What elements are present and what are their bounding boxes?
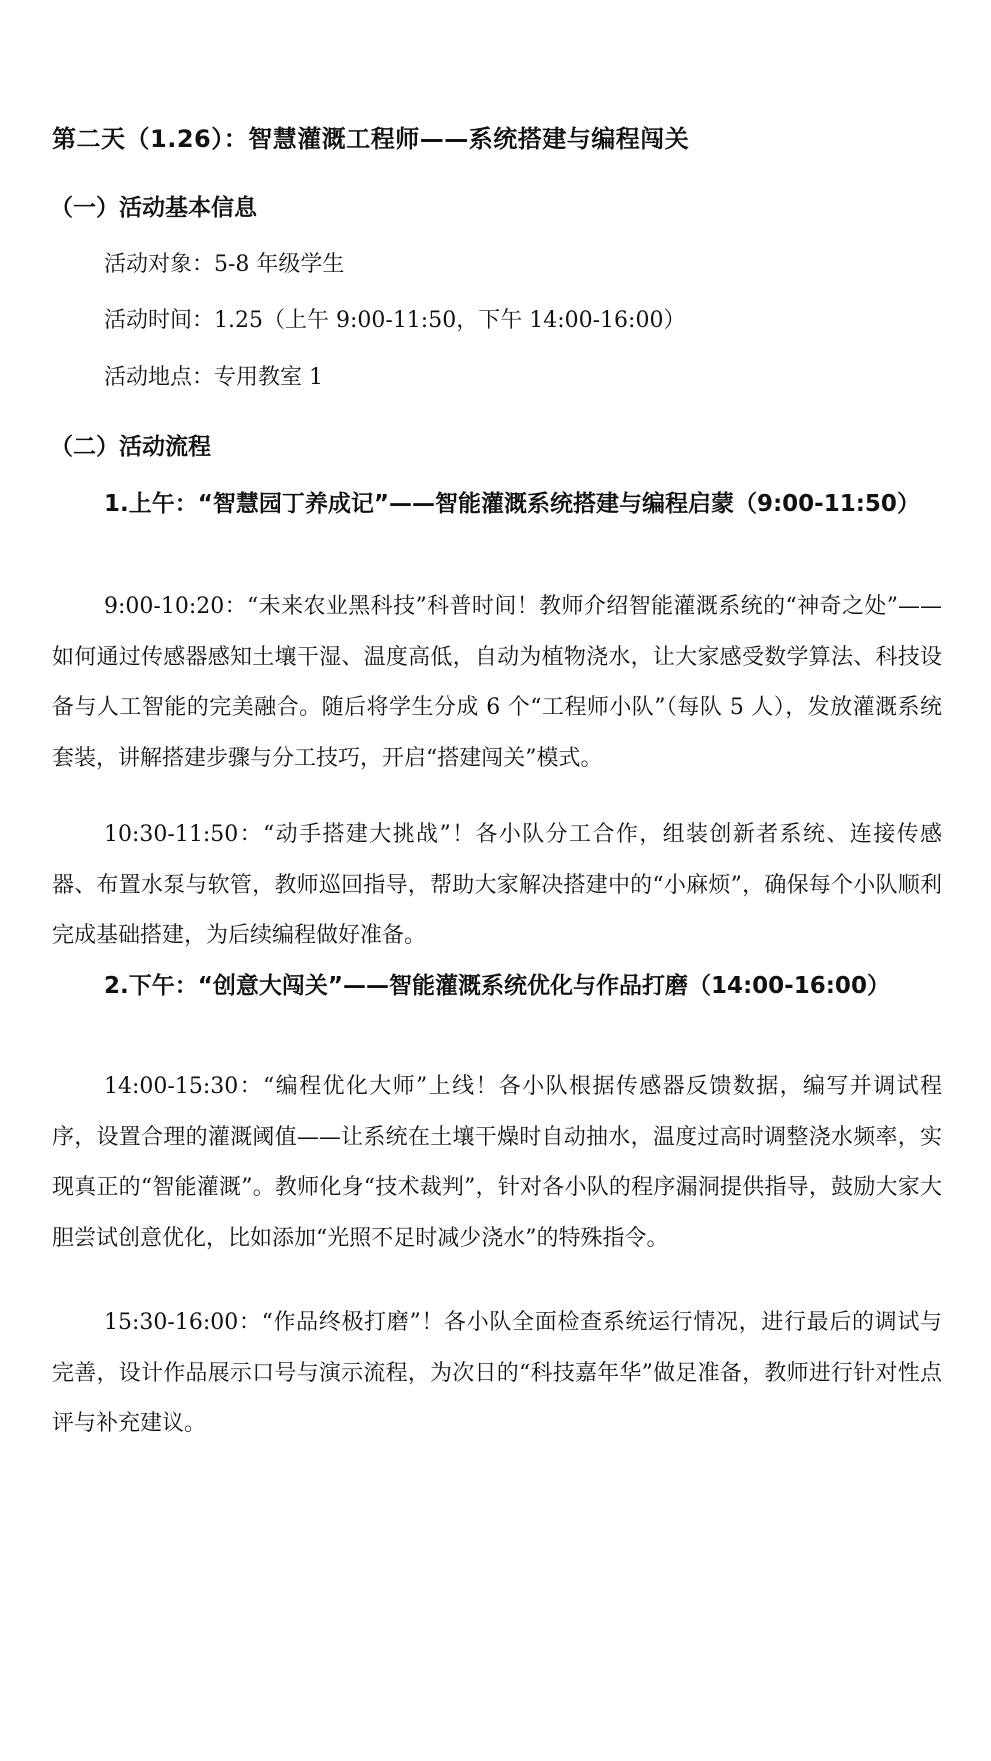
paragraph-afternoon-2: 15:30-16:00：“作品终极打磨”！各小队全面检查系统运行情况，进行最后的调试与完善，设计作品展示口号与演示流程，为次日的“科技嘉年华”做足准备，教师进行针对性点评与补充建议。	[52, 1310, 942, 1436]
paragraph-afternoon-1: 14:00-15:30：“编程优化大师”上线！各小队根据传感器反馈数据，编写并调试程序，设置合理的灌溉阈值——让系统在土壤干燥时自动抽水，温度过高时调整浇水频率，实现真正的“智能灌溉”。教师化身“技术裁判”，针对各小队的程序漏洞提供指导，鼓励大家大胆尝试创意优化，比如添加“光照不足时减少浇水”的特殊指令。	[52, 1074, 942, 1251]
document-title: 第二天（1.26）：智慧灌溉工程师——系统搭建与编程闯关	[52, 125, 690, 153]
section-heading-basic-info: （一）活动基本信息	[50, 195, 257, 221]
section-heading-flow: （二）活动流程	[50, 434, 211, 460]
subheading-afternoon: 2.下午：“创意大闯关”——智能灌溉系统优化与作品打磨（14:00-16:00）	[104, 973, 890, 999]
info-location: 活动地点：专用教室 1	[104, 365, 323, 390]
info-time: 活动时间：1.25（上午 9:00-11:50，下午 14:00-16:00）	[104, 308, 686, 333]
subheading-morning: 1.上午：“智慧园丁养成记”——智能灌溉系统搭建与编程启蒙（9:00-11:50）	[104, 491, 920, 517]
paragraph-morning-2: 10:30-11:50：“动手搭建大挑战”！各小队分工合作，组装创新者系统、连接传感器、布置水泵与软管，教师巡回指导，帮助大家解决搭建中的“小麻烦”，确保每个小队顺利完成基础搭建，为后续编程做好准备。	[52, 822, 942, 948]
info-audience: 活动对象：5-8 年级学生	[104, 252, 345, 277]
paragraph-morning-1: 9:00-10:20：“未来农业黑科技”科普时间！教师介绍智能灌溉系统的“神奇之处”——如何通过传感器感知土壤干湿、温度高低，自动为植物浇水，让大家感受数学算法、科技设备与人工智能的完美融合。随后将学生分成 6 个“工程师小队”（每队 5 人），发放灌溉系统套装，讲解搭建步骤与分工技巧，开启“搭建闯关”模式。	[52, 594, 942, 771]
